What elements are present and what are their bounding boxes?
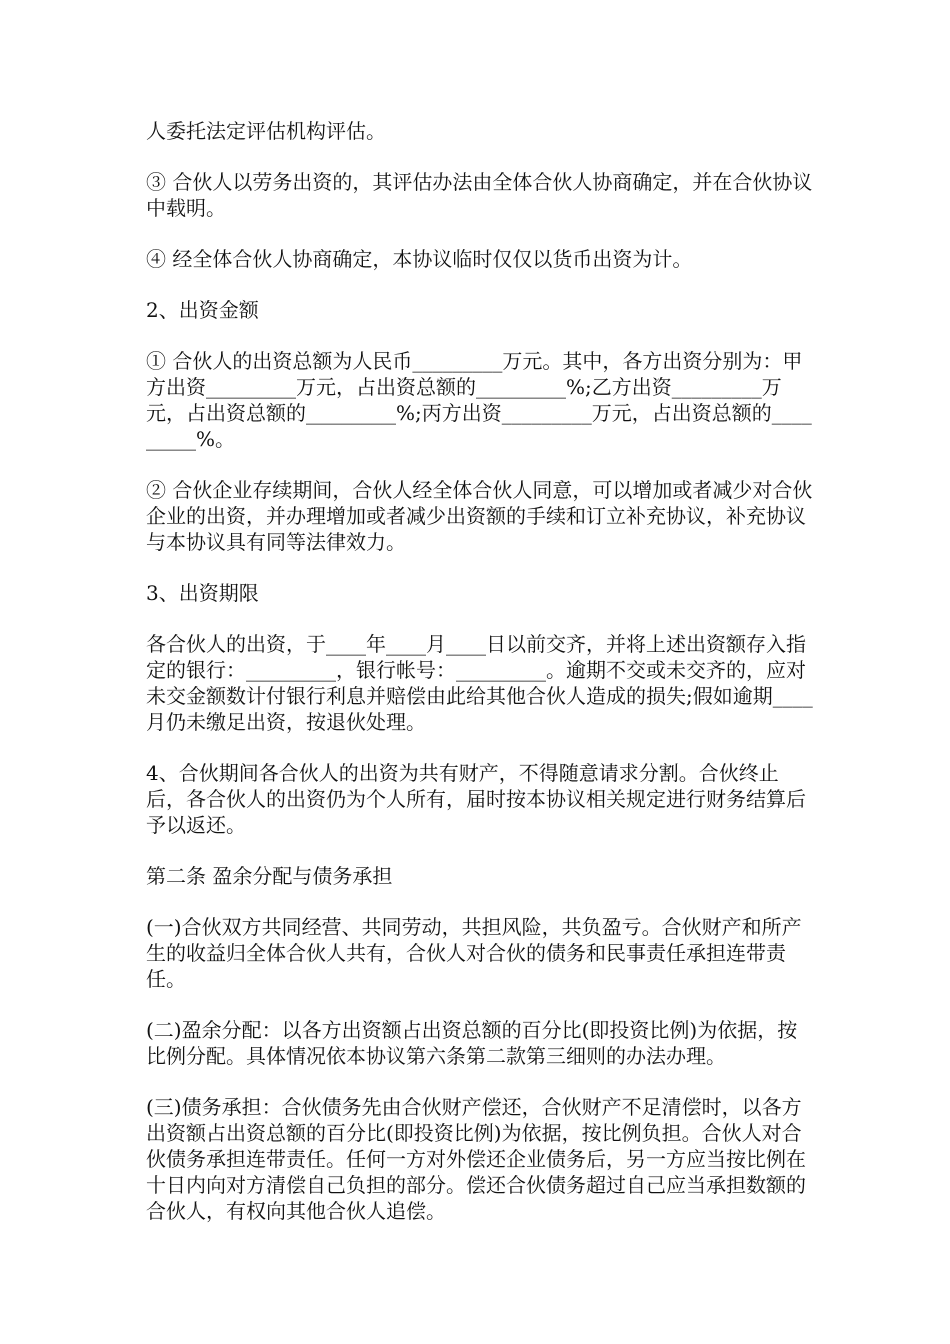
- paragraph-profit-distribution: (二)盈余分配：以各方出资额占出资总额的百分比(即投资比例)为依据，按比例分配。具体情况依本协议第六条第二款第三细则的办法办理。: [146, 1018, 798, 1068]
- paragraph-deadline-terms: 各合伙人的出资，于____年____月____日以前交齐，并将上述出资额存入指定的银行：_________，银行帐号：_________。逾期不交或未交齐的，应对未交金额数计付银行利息并赔偿由此给其他合伙人造成的损失;假如逾期____月仍未缴足出资，按退伙处理。: [146, 632, 813, 734]
- document-body: [146, 118, 816, 1224]
- section-heading-contribution-amount: 2、出资金额: [146, 298, 259, 322]
- article-heading-profit-debt: 第二条 盈余分配与债务承担: [146, 864, 393, 888]
- paragraph-total-contribution: ① 合伙人的出资总额为人民币_________万元。其中，各方出资分别为：甲方出资_________万元，占出资总额的_________%;乙方出资_________万元，占出资总额的_________%;丙方出资_________万元，占出资总额的_________%。: [146, 349, 812, 451]
- paragraph-debt-bearing: (三)债务承担：合伙债务先由合伙财产偿还，合伙财产不足清偿时，以各方出资额占出资总额的百分比(即投资比例)为依据，按比例负担。合伙人对合伙债务承担连带责任。任何一方对外偿还企业债务后，另一方应当按比例在十日内向对方清偿自己负担的部分。偿还合伙债务超过自己应当承担数额的合伙人，有权向其他合伙人追偿。: [146, 1095, 806, 1223]
- paragraph-common-property: 4、合伙期间各合伙人的出资为共有财产，不得随意请求分割。合伙终止后，各合伙人的出资仍为个人所有，届时按本协议相关规定进行财务结算后予以返还。: [146, 761, 806, 837]
- paragraph-currency-only: ④ 经全体合伙人协商确定，本协议临时仅仅以货币出资为计。: [146, 247, 693, 271]
- section-heading-contribution-deadline: 3、出资期限: [146, 581, 259, 605]
- paragraph-joint-operation: (一)合伙双方共同经营、共同劳动，共担风险，共负盈亏。合伙财产和所产生的收益归全体合伙人共有，合伙人对合伙的债务和民事责任承担连带责任。: [146, 915, 802, 991]
- paragraph-valuation-continuation: 人委托法定评估机构评估。: [146, 119, 386, 143]
- paragraph-labor-contribution: ③ 合伙人以劳务出资的，其评估办法由全体合伙人协商确定，并在合伙协议中载明。: [146, 170, 813, 220]
- paragraph-contribution-change: ② 合伙企业存续期间，合伙人经全体合伙人同意，可以增加或者减少对合伙企业的出资，并办理增加或者减少出资额的手续和订立补充协议，补充协议与本协议具有同等法律效力。: [146, 478, 813, 554]
